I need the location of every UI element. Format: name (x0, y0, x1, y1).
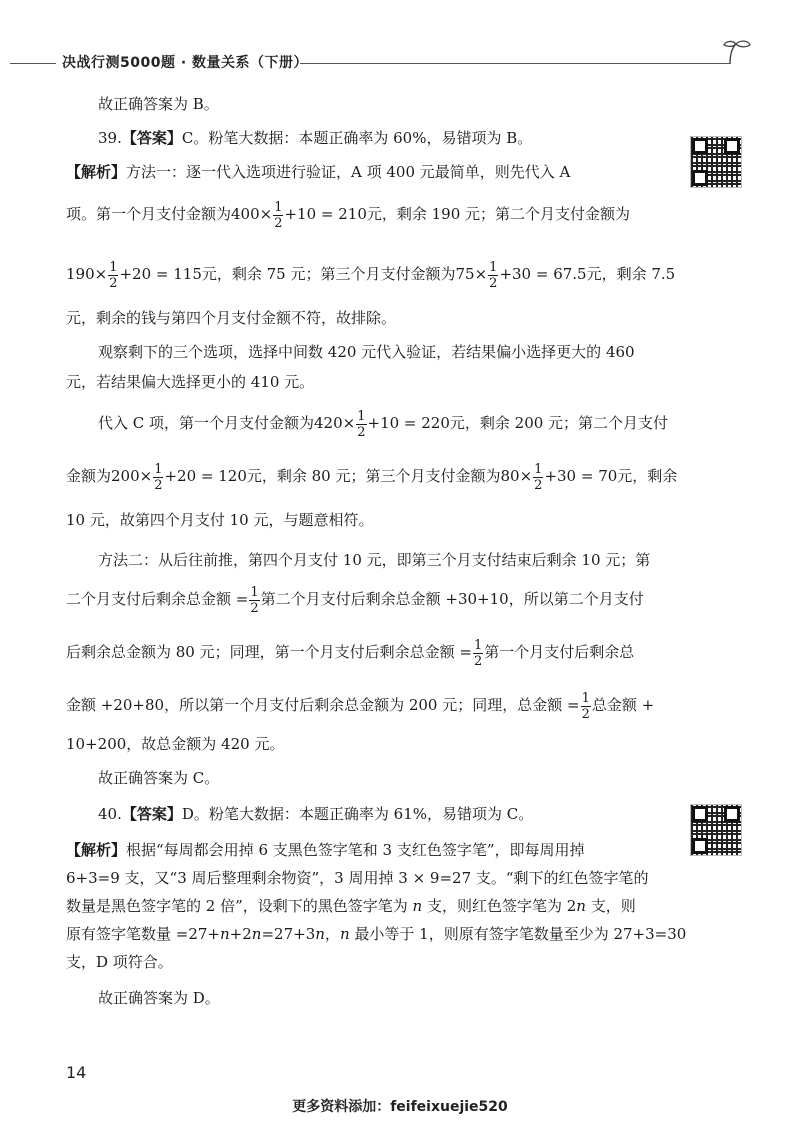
fraction: $\frac{1}{2}$ (109, 259, 118, 291)
question-40-answer: 40.【答案】D。粉笔大数据：本题正确率为 61%，易错项为 C。 (98, 805, 534, 823)
text-line: 元，若结果偏大选择更小的 410 元。 (66, 373, 315, 391)
text-line: 故正确答案为 D。 (98, 989, 220, 1007)
text-line: 观察剩下的三个选项，选择中间数 420 元代入验证，若结果偏小选择更大的 460 (98, 343, 635, 361)
text-line: 项。第一个月支付金额为400× $\frac{1}{2}$ +10 = 210元，剩余 190 元；第二个月支付金额为 (66, 199, 631, 231)
text-line: 故正确答案为 B。 (98, 95, 219, 113)
text-line: 方法二：从后往前推，第四个月支付 10 元，即第三个月支付结束后剩余 10 元；第 (98, 551, 651, 569)
text-line: 10 元，故第四个月支付 10 元，与题意相符。 (66, 511, 374, 529)
page-number: 14 (66, 1063, 87, 1082)
text-line: 支，D 项符合。 (66, 953, 173, 971)
fraction: $\frac{1}{2}$ (473, 637, 483, 669)
text-line: 元，剩余的钱与第四个月支付金额不符，故排除。 (66, 309, 397, 327)
fraction: $\frac{1}{2}$ (250, 584, 259, 616)
text-line: 金额为200× $\frac{1}{2}$ +20 = 120元，剩余 80 元；第三个月支付金额为80× $\frac{1}{2}$ +30 = 70元，剩余 (66, 461, 678, 493)
text-line: 6+3=9 支，又“3 周后整理剩余物资”，3 周用掉 3 × 9=27 支。“剩下的红色签字笔的 (66, 869, 649, 887)
solution-text (66, 92, 730, 1010)
header-rule-right (300, 63, 730, 64)
text-line: 数量是黑色签字笔的 2 倍”，设剩下的黑色签字笔为 n 支，则红色签字笔为 2n 支，则 (66, 897, 636, 915)
text-line: 代入 C 项，第一个月支付金额为420× $\frac{1}{2}$ +10 = 220元，剩余 200 元；第二个月支付 (98, 408, 669, 440)
fraction: $\frac{1}{2}$ (154, 461, 163, 493)
text-line: 二个月支付后剩余总金额 = $\frac{1}{2}$ 第二个月支付后剩余总金额 +30+10，所以第二个月支付 (66, 584, 644, 616)
fraction: $\frac{1}{2}$ (489, 259, 498, 291)
footer-watermark: 更多资料添加：feifeixuejie520 (292, 1099, 508, 1115)
fraction: $\frac{1}{2}$ (581, 690, 590, 722)
text-line: 10+200，故总金额为 420 元。 (66, 735, 285, 753)
text-line: 金额 +20+80，所以第一个月支付后剩余总金额为 200 元；同理，总金额 = $\frac{1}{2}$ 总金额 + (66, 690, 655, 722)
question-39-analysis: 【解析】方法一：逐一代入选项进行验证，A 项 400 元最简单，则先代入 A (66, 163, 571, 181)
fraction: $\frac{1}{2}$ (274, 199, 283, 231)
question-39-answer: 39.【答案】C。粉笔大数据：本题正确率为 60%，易错项为 B。 (98, 129, 533, 147)
text-line: 故正确答案为 C。 (98, 769, 220, 787)
header-rule-left (10, 63, 56, 64)
fraction: $\frac{1}{2}$ (357, 408, 366, 440)
question-40-analysis: 【解析】根据“每周都会用掉 6 支黑色签字笔和 3 支红色签字笔”，即每周用掉 (66, 841, 585, 859)
text-line: 原有签字笔数量 =27+n+2n=27+3n，n 最小等于 1，则原有签字笔数量至少为 27+3=30 (66, 925, 687, 943)
fraction: $\frac{1}{2}$ (534, 461, 543, 493)
sprout-icon (718, 38, 758, 70)
text-line: 190× $\frac{1}{2}$ +20 = 115元，剩余 75 元；第三个月支付金额为75× $\frac{1}{2}$ +30 = 67.5元，剩余 7.5 (66, 259, 676, 291)
book-title: 决战行测5000题 · 数量关系（下册） (62, 55, 309, 71)
page-header (0, 38, 800, 78)
text-line: 后剩余总金额为 80 元；同理，第一个月支付后剩余总金额 = $\frac{1}{2}$ 第一个月支付后剩余总 (66, 637, 635, 669)
